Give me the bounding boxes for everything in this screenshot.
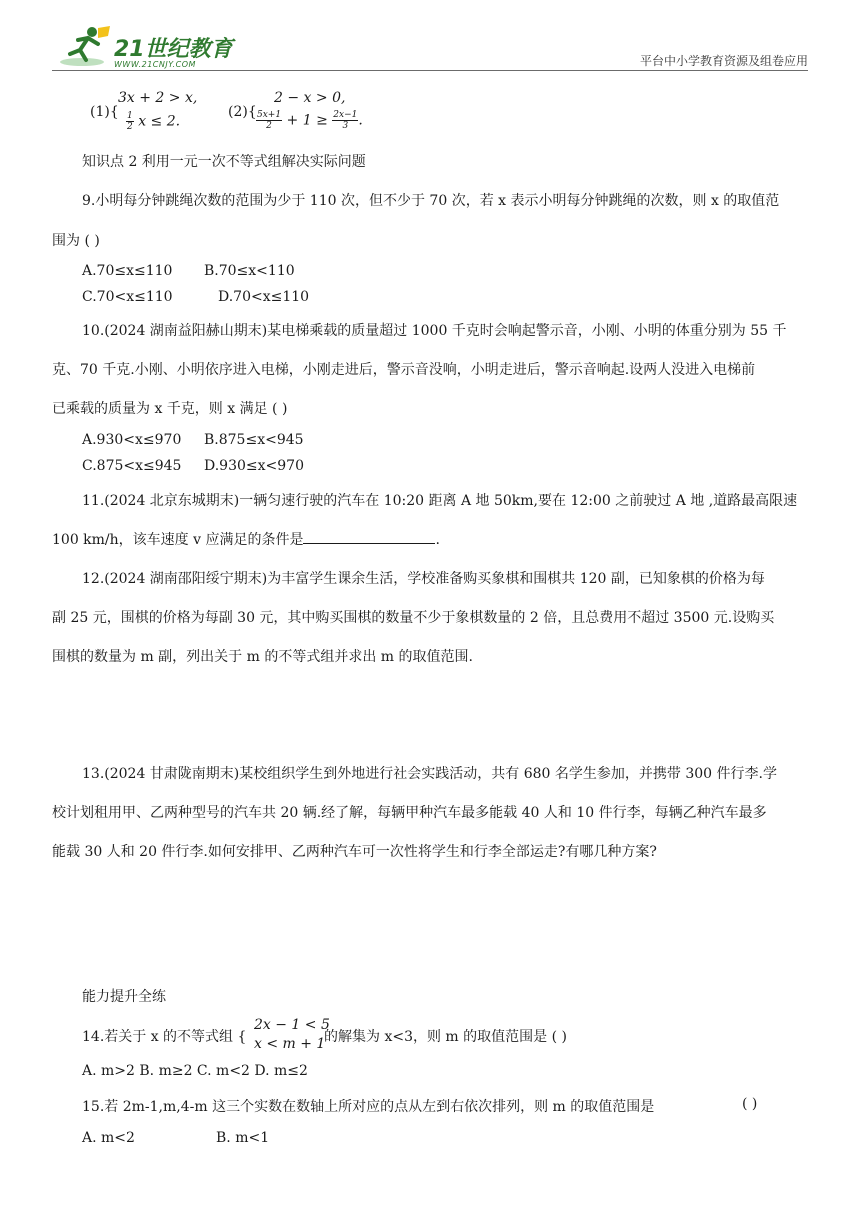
q13-line2: 校计划租用甲、乙两种型号的汽车共 20 辆.经了解，每辆甲种汽车最多能载 40 人和 10 件行李，每辆乙种汽车最多: [52, 805, 767, 821]
q9-line2: 围为 ( ): [52, 233, 100, 249]
section-title-ability: 能力提升全练: [82, 989, 166, 1005]
q14-suffix: 的解集为 x<3，则 m 的取值范围是 ( ): [324, 1029, 567, 1045]
system-1-label: (1){: [90, 104, 119, 120]
q10-line1: 10.(2024 湖南益阳赫山期末)某电梯乘载的质量超过 1000 千克时会响起警示音，小刚、小明的体重分别为 55 千: [82, 323, 787, 339]
q14-prefix: 14.若关于 x 的不等式组 {: [82, 1029, 247, 1045]
q9-option-b: B.70≤x<110: [204, 263, 295, 279]
system-1-line2: [126, 111, 180, 132]
logo-text: 21世纪教育: [114, 37, 233, 62]
q10-option-b: B.875≤x<945: [204, 432, 304, 448]
header-divider: [52, 70, 808, 71]
q10-option-c: C.875<x≤945: [82, 458, 182, 474]
system-2-line1: 2 − x > 0,: [274, 90, 346, 106]
frac-num: 1: [127, 111, 133, 121]
q9-option-d: D.70<x≤110: [218, 289, 310, 305]
frac-den: 3: [342, 121, 349, 131]
q10-option-a: A.930<x≤970: [82, 432, 182, 448]
q12-line3: 围棋的数量为 m 副，列出关于 m 的不等式组并求出 m 的取值范围.: [52, 649, 473, 665]
system-2-line2: [256, 110, 363, 131]
system-2: [228, 90, 388, 134]
q14-system-line1: 2x − 1 < 5: [254, 1017, 330, 1033]
q11-answer-blank[interactable]: [303, 531, 435, 544]
section-title-knowledge-point-2: 知识点 2 利用一元一次不等式组解决实际问题: [82, 154, 366, 170]
q11-line2: [52, 529, 440, 549]
q11-line2-end: .: [435, 532, 440, 548]
q15-option-a: A. m<2: [82, 1130, 135, 1146]
q15-answer-paren: ( ): [742, 1096, 758, 1112]
q10-line3: 已乘载的质量为 x 千克，则 x 满足 ( ): [52, 401, 288, 417]
frac-num: 5x+1: [257, 110, 282, 120]
system-2-end: .: [358, 112, 363, 129]
system-1-line1: 3x + 2 > x,: [118, 90, 198, 106]
q9-option-c: C.70<x≤110: [82, 289, 173, 305]
logo-url: WWW.21CNJY.COM: [114, 60, 196, 69]
q11-line1: 11.(2024 北京东城期末)一辆匀速行驶的汽车在 10:20 距离 A 地 50km,要在 12:00 之前驶过 A 地 ,道路最高限速: [82, 493, 798, 509]
header-tagline: 平台中小学教育资源及组卷应用: [639, 54, 808, 68]
runner-logo-icon: [58, 24, 112, 70]
q11-line2-text: 100 km/h，该车速度 v 应满足的条件是: [52, 532, 304, 548]
q10-option-d: D.930≤x<970: [204, 458, 304, 474]
q9-line1: 9.小明每分钟跳绳次数的范围为少于 110 次，但不少于 70 次，若 x 表示小明每分钟跳绳的次数，则 x 的取值范: [82, 193, 780, 209]
system-1: [90, 90, 210, 134]
q15-line1: 15.若 2m-1,m,4-m 这三个实数在数轴上所对应的点从左到右依次排列，则 m 的取值范围是: [82, 1099, 655, 1115]
q12-line1: 12.(2024 湖南邵阳绥宁期末)为丰富学生课余生活，学校准备购买象棋和围棋共 120 副，已知象棋的价格为每: [82, 571, 765, 587]
q12-line2: 副 25 元，围棋的价格为每副 30 元，其中购买围棋的数量不少于象棋数量的 2 倍，且总费用不超过 3500 元.设购买: [52, 610, 775, 626]
q14-options: A. m>2 B. m≥2 C. m<2 D. m≤2: [82, 1063, 308, 1079]
q13-line1: 13.(2024 甘肃陇南期末)某校组织学生到外地进行社会实践活动，共有 680 名学生参加，并携带 300 件行李.学: [82, 766, 777, 782]
q14-system-line2: x < m + 1: [254, 1036, 326, 1052]
system-1-line2-rest: x ≤ 2.: [138, 113, 181, 130]
q10-line2: 克、70 千克.小刚、小明依序进入电梯，小刚走进后，警示音没响，小明走进后，警示音响起.设两人没进入电梯前: [52, 362, 756, 378]
frac-den: 2: [266, 121, 272, 131]
q9-option-a: A.70≤x≤110: [82, 263, 173, 279]
system-2-mid: + 1 ≥: [286, 112, 328, 129]
q13-line3: 能载 30 人和 20 件行李.如何安排甲、乙两种汽车可一次性将学生和行李全部运走?有哪几种方案?: [52, 844, 657, 860]
system-2-label: (2){: [228, 104, 257, 120]
frac-num: 2x−1: [333, 110, 358, 120]
site-logo: [58, 24, 238, 72]
q15-option-b: B. m<1: [216, 1130, 270, 1146]
frac-den: 2: [127, 122, 133, 132]
